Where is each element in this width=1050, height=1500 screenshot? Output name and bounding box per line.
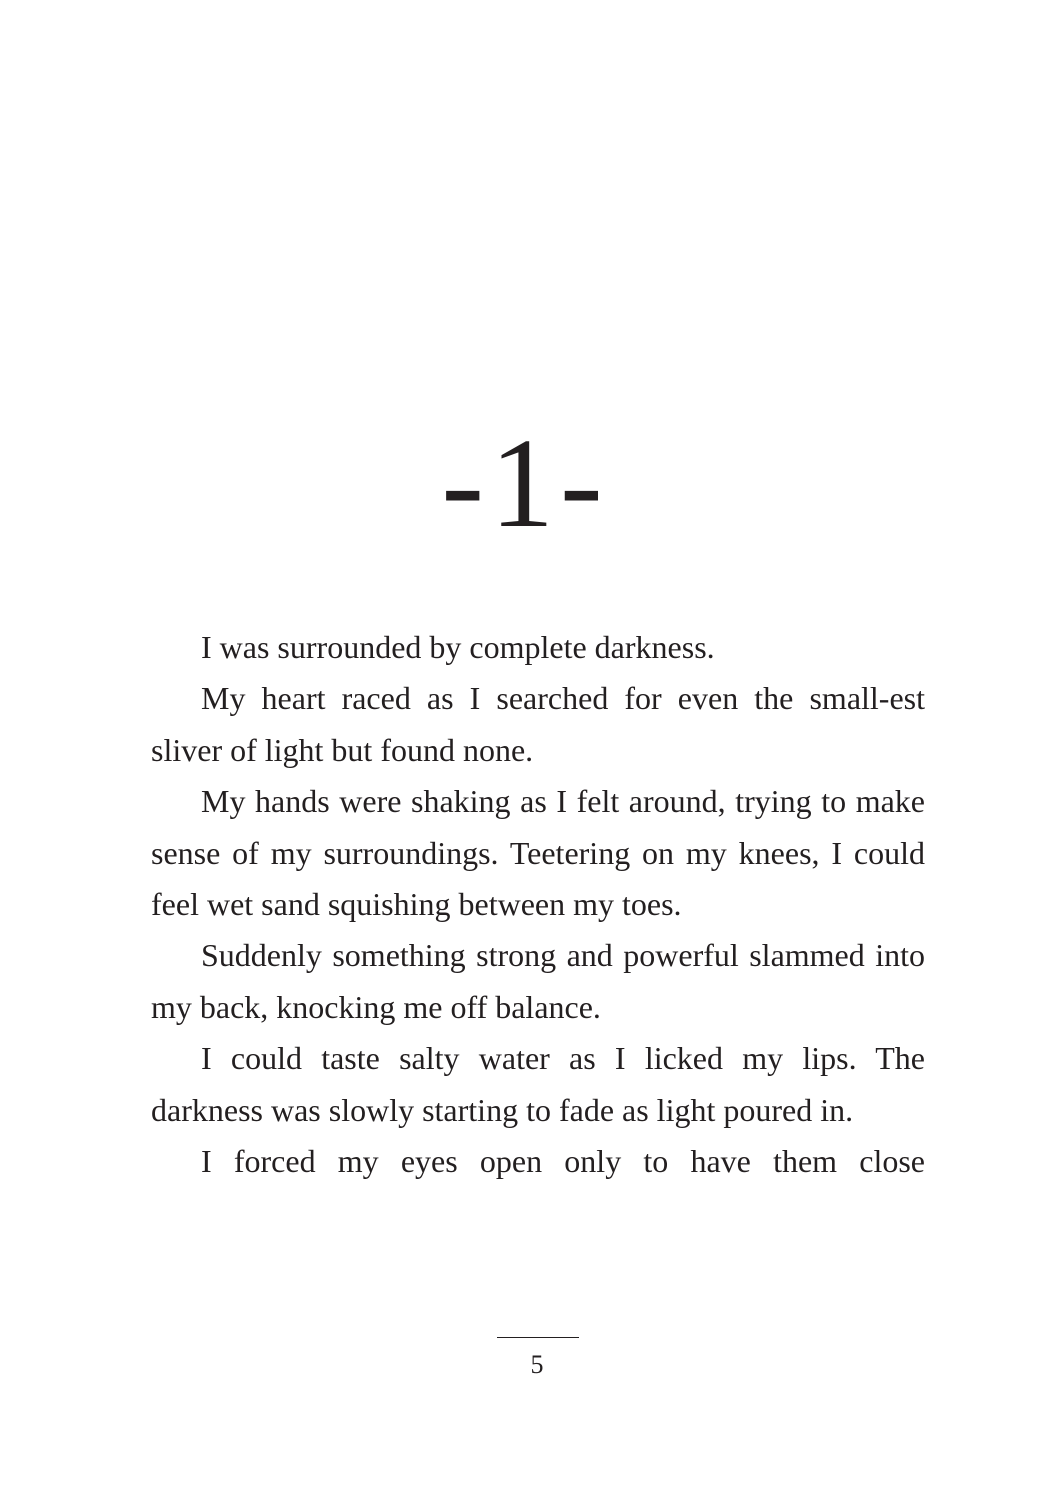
- paragraph: My hands were shaking as I felt around, trying to make sense of my surroundings. Teetering on my knees, I could feel wet sand squishing between my toes.: [151, 783, 925, 923]
- paragraph: Suddenly something strong and powerful slammed into my back, knocking me off balance.: [151, 937, 925, 1025]
- paragraph: My heart raced as I searched for even the small-est sliver of light but found none.: [151, 680, 925, 768]
- paragraph: I could taste salty water as I licked my lips. The darkness was slowly starting to fade as light poured in.: [151, 1040, 925, 1128]
- chapter-number: -1-: [441, 412, 609, 554]
- paragraph: I forced my eyes open only to have them close: [201, 1143, 925, 1180]
- page-number: 5: [530, 1350, 544, 1379]
- paragraph: I was surrounded by complete darkness.: [201, 629, 715, 665]
- body-text: [151, 622, 925, 1187]
- footer-rule: [497, 1337, 579, 1338]
